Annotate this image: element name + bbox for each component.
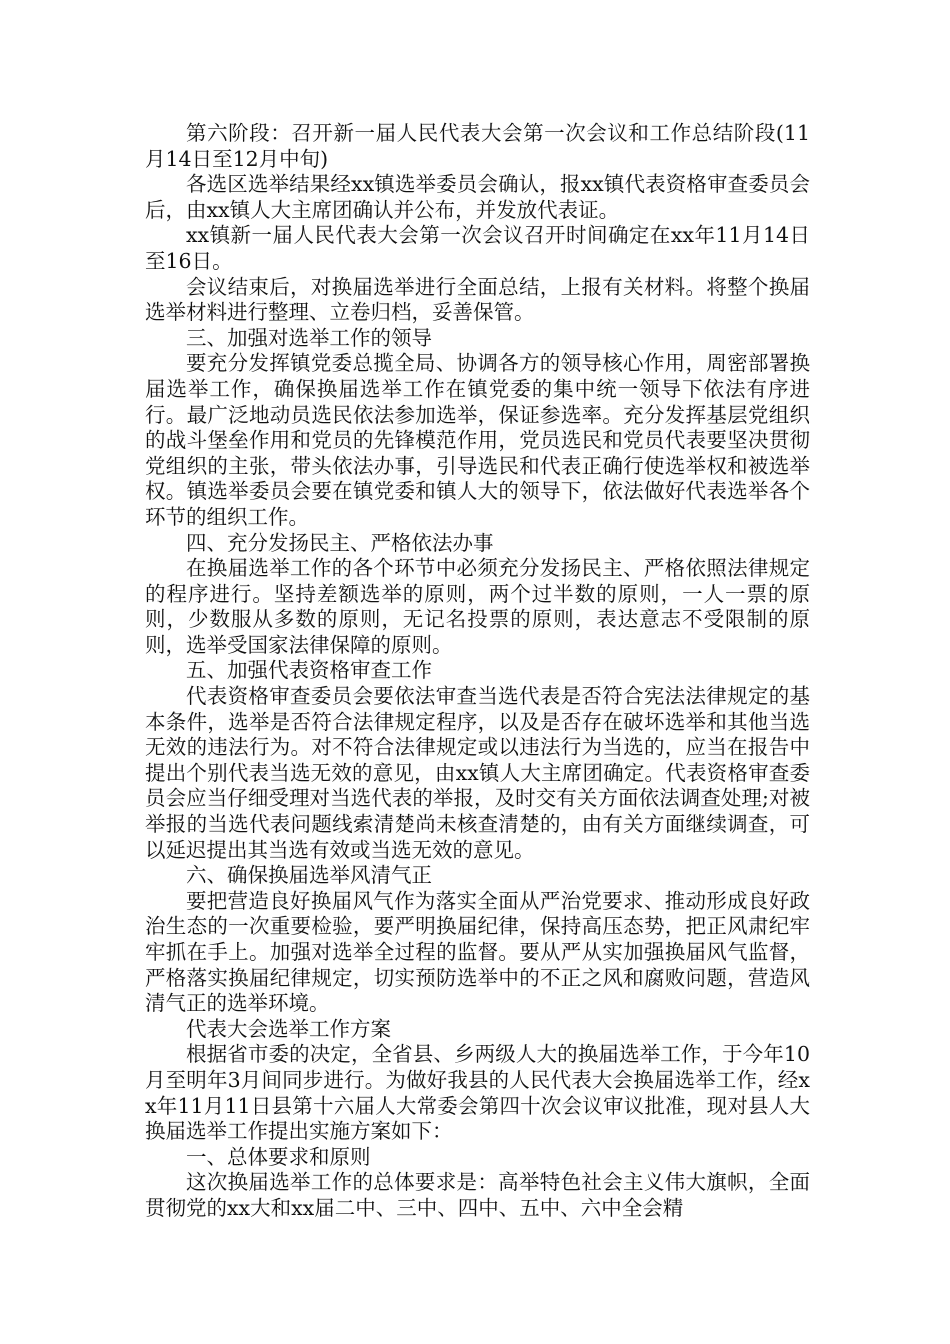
plan-title: 代表大会选举工作方案 (186, 1016, 391, 1041)
stage-six-heading: 第六阶段：召开新一届人民代表大会第一次会议和工作总结阶段(11月14日至12月中旬) (145, 121, 810, 171)
paragraph-requirements: 这次换届选举工作的总体要求是：高举特色社会主义伟大旗帜，全面贯彻党的xx大和xx届二中、三中、四中、五中、六中全会精 (145, 1170, 810, 1220)
section-heading-requirements: 一、总体要求和原则 (186, 1144, 371, 1169)
section-heading-qualification: 五、加强代表资格审查工作 (186, 658, 432, 683)
paragraph-summary: 会议结束后，对换届选举进行全面总结，上报有关材料。将整个换届选举材料进行整理、立卷归档，妥善保管。 (145, 274, 810, 325)
document-page (145, 121, 810, 1222)
paragraph-leadership: 要充分发挥镇党委总揽全局、协调各方的领导核心作用，周密部署换届选举工作，确保换届选举工作在镇党委的集中统一领导下依法有序进行。最广泛地动员选民依法参加选举，保证参选率。充分发挥基层党组织的战斗堡垒作用和党员的先锋模范作用，党员选民和党员代表要坚决贯彻党组织的主张，带头依法办事，引导选民和代表正确行使选举权和被选举权。镇选举委员会要在镇党委和镇人大的领导下，依法做好代表选举各个环节的组织工作。 (145, 351, 810, 529)
paragraph-plan-intro: 根据省市委的决定，全省县、乡两级人大的换届选举工作，于今年10月至明年3月间同步进行。为做好我县的人民代表大会换届选举工作，经xx年11月11日县第十六届人大常委会第四十次会议审议批准，现对县人大换届选举工作提出实施方案如下： (145, 1042, 810, 1144)
paragraph-election-results: 各选区选举结果经xx镇选举委员会确认，报xx镇代表资格审查委员会后，由xx镇人大主席团确认并公布，并发放代表证。 (145, 172, 810, 222)
section-heading-democracy: 四、充分发扬民主、严格依法办事 (186, 530, 494, 555)
paragraph-meeting-date: xx镇新一届人民代表大会第一次会议召开时间确定在xx年11月14日至16日。 (145, 223, 810, 273)
paragraph-qualification: 代表资格审查委员会要依法审查当选代表是否符合宪法法律规定的基本条件，选举是否符合法律规定程序，以及是否存在破坏选举和其他当选无效的违法行为。对不符合法律规定或以违法行为当选的，应当在报告中提出个别代表当选无效的意见，由xx镇人大主席团确定。代表资格审查委员会应当仔细受理对当选代表的举报，及时交有关方面依法调查处理;对被举报的当选代表问题线索清楚尚未核查清楚的，由有关方面继续调查，可以延迟提出其当选有效或当选无效的意见。 (145, 684, 810, 862)
section-heading-integrity: 六、确保换届选举风清气正 (186, 863, 432, 888)
section-heading-leadership: 三、加强对选举工作的领导 (186, 325, 432, 350)
paragraph-democracy: 在换届选举工作的各个环节中必须充分发扬民主、严格依照法律规定的程序进行。坚持差额选举的原则，两个过半数的原则，一人一票的原则，少数服从多数的原则，无记名投票的原则，表达意志不受限制的原则，选举受国家法律保障的原则。 (145, 556, 810, 657)
paragraph-integrity: 要把营造良好换届风气作为落实全面从严治党要求、推动形成良好政治生态的一次重要检验，要严明换届纪律，保持高压态势，把正风肃纪牢牢抓在手上。加强对选举全过程的监督。要从严从实加强换届风气监督，严格落实换届纪律规定，切实预防选举中的不正之风和腐败问题，营造风清气正的选举环境。 (145, 888, 810, 1016)
